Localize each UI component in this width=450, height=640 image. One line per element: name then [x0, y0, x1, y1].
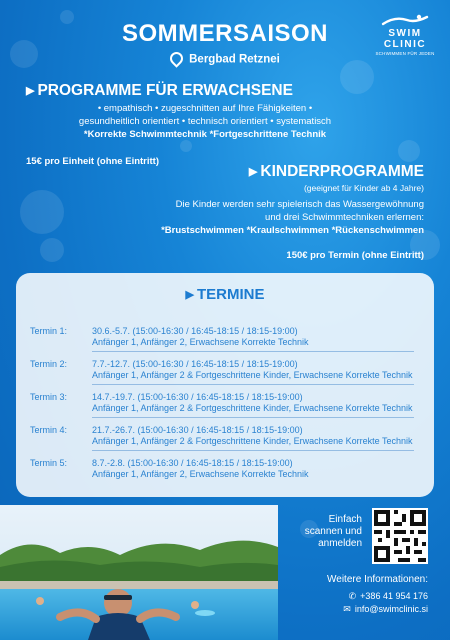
- termin-label: Termin 2:: [30, 359, 68, 369]
- map-pin-icon: [167, 49, 185, 67]
- termine-panel: [16, 273, 434, 497]
- water-drop: [40, 238, 64, 262]
- qr-code[interactable]: [372, 508, 428, 564]
- termin-groups: Anfänger 1, Anfänger 2 & Fortgeschrittene Kinder, Erwachsene Korrekte Technik: [92, 436, 413, 446]
- kids-line-1: Die Kinder werden sehr spielerisch das Wassergewöhnung: [175, 199, 424, 210]
- logo-tagline: SCHWIMMEN FÜR JEDEN: [375, 51, 435, 56]
- divider: [92, 351, 414, 352]
- phone-icon: ✆: [348, 591, 357, 601]
- termin-dates: 7.7.-12.7. (15:00-16:30 / 16:45-18:15 / 18:15-19:00): [92, 359, 298, 369]
- water-drop: [398, 140, 420, 162]
- termine-heading-text: TERMINE: [196, 286, 265, 303]
- scan-cta: [282, 514, 362, 550]
- water-drop: [20, 190, 64, 234]
- email-line[interactable]: [343, 604, 428, 615]
- kids-subheading: (geeignet für Kinder ab 4 Jahre): [303, 183, 424, 193]
- termine-heading: [16, 286, 434, 303]
- logo-name-line2: CLINIC: [383, 39, 427, 50]
- kids-heading-text: KINDERPROGRAMME: [260, 163, 424, 180]
- termin-label: Termin 3:: [30, 392, 68, 402]
- phone-number: +386 41 954 176: [360, 591, 428, 601]
- triangle-right-icon: ▶: [185, 289, 194, 301]
- termin-dates: 21.7.-26.7. (15:00-16:30 / 16:45-18:15 / 18:15-19:00): [92, 425, 303, 435]
- water-drop: [180, 140, 192, 152]
- adults-price: 15€ pro Einheit (ohne Eintritt): [26, 156, 160, 167]
- triangle-right-icon: ▶: [26, 85, 35, 97]
- termin-dates: 8.7.-2.8. (15:00-16:30 / 16:45-18:15 / 18:15-19:00): [92, 458, 293, 468]
- cta-line-3: anmelden: [318, 538, 362, 549]
- adults-heading: [26, 82, 293, 100]
- divider: [92, 417, 414, 418]
- kids-description: [94, 198, 424, 237]
- swimmer-logo-icon: [381, 14, 429, 28]
- swim-clinic-logo: [372, 14, 438, 56]
- cta-line-1: Einfach: [328, 514, 362, 525]
- pool-photo: [0, 505, 278, 640]
- termin-dates: 30.6.-5.7. (15:00-16:30 / 16:45-18:15 / 18:15-19:00): [92, 326, 298, 336]
- termin-groups: Anfänger 1, Anfänger 2 & Fortgeschrittene Kinder, Erwachsene Korrekte Technik: [92, 370, 413, 380]
- termin-groups: Anfänger 1, Anfänger 2, Erwachsene Korrekte Technik: [92, 469, 309, 479]
- pool-photo-illustration: [0, 505, 278, 640]
- divider: [92, 384, 414, 385]
- divider: [92, 450, 414, 451]
- termin-label: Termin 5:: [30, 458, 68, 468]
- cta-line-2: scannen und: [304, 526, 362, 537]
- termin-label: Termin 4:: [30, 425, 68, 435]
- triangle-right-icon: ▶: [248, 166, 258, 178]
- adults-description: [0, 102, 410, 141]
- adults-line-3: *Korrekte Schwimmtechnik *Fortgeschrittene Technik: [83, 129, 327, 140]
- kids-line-2: und drei Schwimmtechniken erlernen:: [265, 212, 424, 223]
- qr-code-icon: [374, 510, 426, 562]
- adults-line-1: • empathisch • zugeschnitten auf Ihre Fähigkeiten •: [97, 103, 313, 114]
- location-label: Bergbad Retznei: [189, 53, 280, 66]
- email-address: info@swimclinic.si: [354, 604, 428, 614]
- info-heading: Weitere Informationen:: [327, 574, 428, 585]
- termin-groups: Anfänger 1, Anfänger 2, Erwachsene Korrekte Technik: [92, 337, 309, 347]
- adults-heading-text: PROGRAMME FÜR ERWACHSENE: [37, 82, 293, 99]
- kids-heading: [249, 163, 424, 181]
- envelope-icon: ✉: [343, 604, 351, 614]
- termin-dates: 14.7.-19.7. (15:00-16:30 / 16:45-18:15 / 18:15-19:00): [92, 392, 303, 402]
- kids-line-3: *Brustschwimmen *Kraulschwimmen *Rückenschwimmen: [161, 225, 424, 236]
- phone-line[interactable]: [349, 591, 428, 602]
- logo-name-line1: SWIM: [388, 28, 422, 39]
- termin-groups: Anfänger 1, Anfänger 2 & Fortgeschrittene Kinder, Erwachsene Korrekte Technik: [92, 403, 413, 413]
- kids-price: 150€ pro Termin (ohne Eintritt): [286, 250, 424, 261]
- adults-line-2: gesundheitlich orientiert • technisch orientiert • systematisch: [78, 116, 332, 127]
- page-title: SOMMERSAISON: [121, 20, 328, 47]
- termin-label: Termin 1:: [30, 326, 68, 336]
